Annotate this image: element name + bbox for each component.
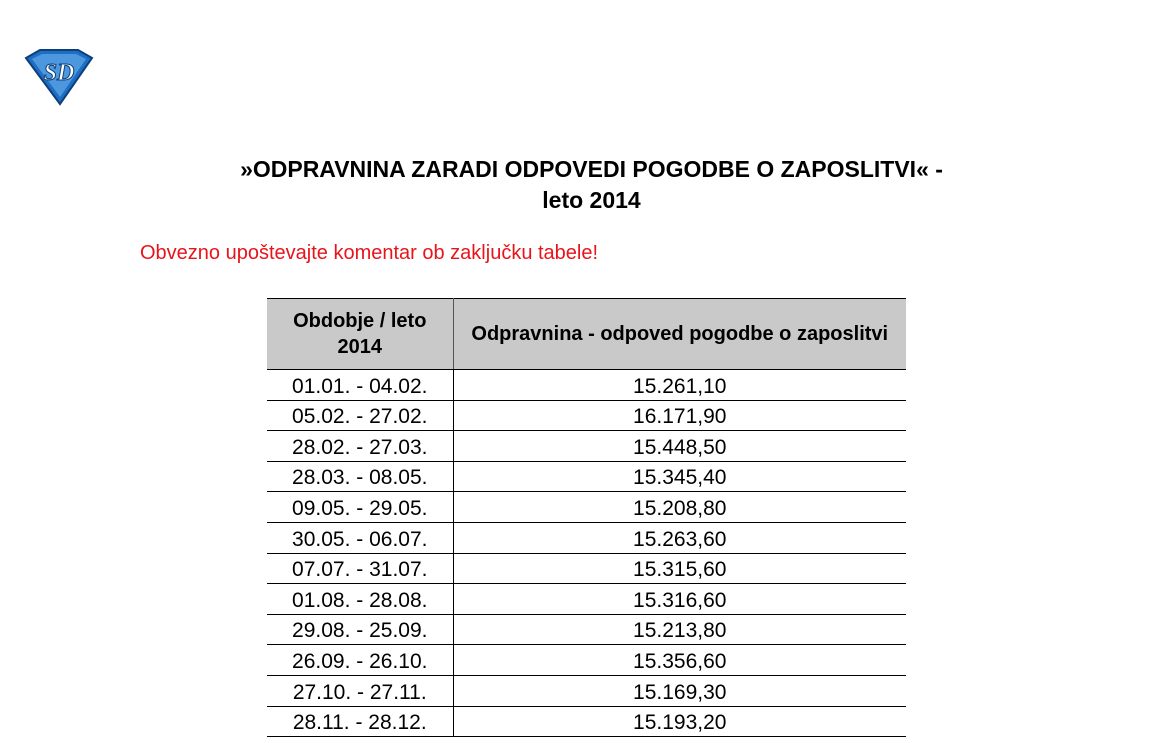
period-cell: 27.10. - 27.11. <box>267 675 453 706</box>
amount-cell: 15.261,10 <box>453 370 906 401</box>
period-cell: 05.02. - 27.02. <box>267 400 453 431</box>
period-cell: 29.08. - 25.09. <box>267 614 453 645</box>
table-row <box>267 645 906 676</box>
warning-note: Obvezno upoštevajte komentar ob zaključku tabele! <box>140 242 599 264</box>
table-row <box>267 370 906 401</box>
table-row <box>267 675 906 706</box>
table-row <box>267 400 906 431</box>
table-row <box>267 461 906 492</box>
amount-cell: 15.356,60 <box>453 645 906 676</box>
period-cell: 30.05. - 06.07. <box>267 522 453 553</box>
amount-cell: 15.345,40 <box>453 461 906 492</box>
table-row <box>267 492 906 523</box>
header-period: Obdobje / leto 2014 <box>267 299 453 370</box>
table-row <box>267 553 906 584</box>
amount-cell: 15.208,80 <box>453 492 906 523</box>
table-row <box>267 522 906 553</box>
table-header-row <box>267 299 906 370</box>
shield-logo-icon <box>22 48 96 106</box>
period-cell: 01.01. - 04.02. <box>267 370 453 401</box>
title-line-2: leto 2014 <box>542 187 641 213</box>
period-cell: 09.05. - 29.05. <box>267 492 453 523</box>
amount-cell: 15.448,50 <box>453 431 906 462</box>
amount-cell: 16.171,90 <box>453 400 906 431</box>
period-cell: 26.09. - 26.10. <box>267 645 453 676</box>
header-severance: Odpravnina - odpoved pogodbe o zaposlitvi <box>453 299 906 370</box>
period-cell: 01.08. - 28.08. <box>267 584 453 615</box>
period-cell: 28.02. - 27.03. <box>267 431 453 462</box>
page-title <box>0 154 1157 216</box>
amount-cell: 15.263,60 <box>453 522 906 553</box>
amount-cell: 15.169,30 <box>453 675 906 706</box>
title-line-1: »ODPRAVNINA ZARADI ODPOVEDI POGODBE O ZAPOSLITVI« - <box>240 156 943 182</box>
table-row <box>267 431 906 462</box>
severance-table <box>267 298 906 737</box>
period-cell: 28.11. - 28.12. <box>267 706 453 737</box>
amount-cell: 15.316,60 <box>453 584 906 615</box>
period-cell: 07.07. - 31.07. <box>267 553 453 584</box>
table-row <box>267 614 906 645</box>
logo-text: SD <box>43 60 75 86</box>
amount-cell: 15.315,60 <box>453 553 906 584</box>
table-row <box>267 584 906 615</box>
period-cell: 28.03. - 08.05. <box>267 461 453 492</box>
amount-cell: 15.193,20 <box>453 706 906 737</box>
table-body <box>267 370 906 737</box>
amount-cell: 15.213,80 <box>453 614 906 645</box>
table-row <box>267 706 906 737</box>
